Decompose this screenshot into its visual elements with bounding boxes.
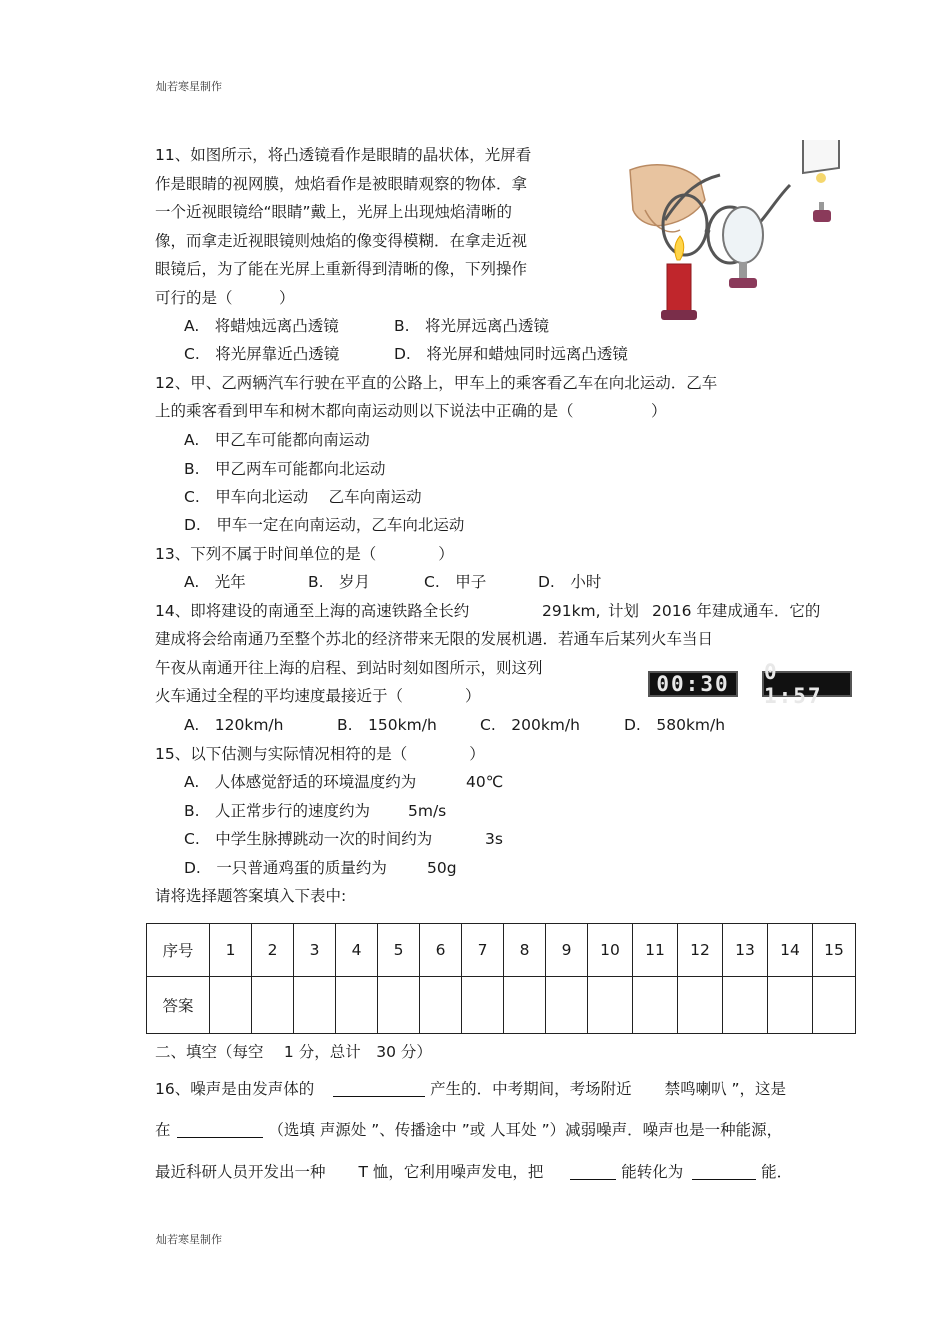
number-cell: 5 (378, 924, 420, 977)
q13-stem: 13、下列不属于时间单位的是（ ） (155, 545, 454, 563)
number-cell: 10 (588, 924, 633, 977)
arrival-clock: 0 1:57 (762, 671, 852, 697)
q16-line1 (155, 1075, 786, 1104)
q15-option-b: B. 人正常步行的速度约为 (184, 802, 371, 820)
q11-stem (155, 141, 531, 312)
answer-table (146, 923, 856, 1034)
table-instruction: 请将选择题答案填入下表中: (155, 887, 347, 905)
q15-option-d-value: 50g (427, 859, 457, 877)
q16-text: 产生的．中考期间，考场附近 (430, 1080, 632, 1098)
departure-clock: 00:30 (648, 671, 738, 697)
q13-option-b: B. 岁月 (308, 573, 371, 591)
answer-cell[interactable] (546, 977, 588, 1034)
number-cell: 3 (294, 924, 336, 977)
answer-cell[interactable] (252, 977, 294, 1034)
q16-text: 能转化为 (621, 1163, 684, 1181)
blank-field[interactable] (333, 1078, 425, 1097)
blank-field[interactable] (570, 1161, 616, 1180)
answer-cell[interactable] (294, 977, 336, 1034)
q11-option-b: B. 将光屏远离凸透镜 (394, 317, 550, 335)
q14-line2: 建成将会给南通乃至整个苏北的经济带来无限的发展机遇．若通车后某列火车当日 (155, 630, 714, 648)
answer-cell[interactable] (462, 977, 504, 1034)
q14-line1a: 14、即将建设的南通至上海的高速铁路全长约 (155, 602, 470, 620)
table-row-numbers (147, 924, 856, 977)
q14-option-a: A. 120km/h (184, 716, 284, 734)
q15-stem: 15、以下估测与实际情况相符的是（ ） (155, 745, 485, 763)
q16-text: 16、噪声是由发声体的 (155, 1080, 315, 1098)
number-cell: 13 (723, 924, 768, 977)
q15-option-d: D. 一只普通鸡蛋的质量约为 (184, 859, 387, 877)
q13-option-a: A. 光年 (184, 573, 246, 591)
q13-option-d: D. 小时 (538, 573, 602, 591)
q11-line: 可行的是（ ） (155, 288, 295, 307)
answer-cell[interactable] (813, 977, 856, 1034)
q14-line3: 午夜从南通开往上海的启程、到站时刻如图所示，则这列 (155, 659, 543, 677)
number-cell: 12 (678, 924, 723, 977)
answer-cell[interactable] (768, 977, 813, 1034)
number-cell: 2 (252, 924, 294, 977)
row-header-number: 序号 (147, 924, 210, 977)
q16-line2 (155, 1116, 782, 1145)
number-cell: 4 (336, 924, 378, 977)
q11-line: 像，而拿走近视眼镜则烛焰的像变得模糊．在拿走近视 (155, 231, 528, 250)
number-cell: 15 (813, 924, 856, 977)
q15-option-c-value: 3s (485, 830, 503, 848)
q11-line: 眼镜后，为了能在光屏上重新得到清晰的像，下列操作 (155, 260, 528, 278)
q14-line4: 火车通过全程的平均速度最接近于（ ） (155, 687, 481, 705)
q11-option-d: D. 将光屏和蜡烛同时远离凸透镜 (394, 345, 628, 363)
q11-line: 作是眼睛的视网膜，烛焰看作是被眼睛观察的物体．拿 (155, 174, 528, 193)
number-cell: 11 (633, 924, 678, 977)
number-cell: 6 (420, 924, 462, 977)
q15-option-a-value: 40℃ (466, 773, 504, 791)
header-watermark: 灿若寒星制作 (156, 80, 222, 93)
q11-line: 11、如图所示，将凸透镜看作是眼睛的晶状体，光屏看 (155, 146, 532, 164)
q14-line1d: 2016 年建成通车．它的 (652, 602, 821, 620)
q15-option-a: A. 人体感觉舒适的环境温度约为 (184, 773, 417, 791)
q11-option-c: C. 将光屏靠近凸透镜 (184, 345, 340, 363)
number-cell: 1 (210, 924, 252, 977)
q12-line1: 12、甲、乙两辆汽车行驶在平直的公路上，甲车上的乘客看乙车在向北运动．乙车 (155, 374, 718, 392)
blank-field[interactable] (692, 1161, 756, 1180)
q12-option-a: A. 甲乙车可能都向南运动 (184, 431, 370, 449)
footer-watermark: 灿若寒星制作 (156, 1233, 222, 1246)
answer-cell[interactable] (504, 977, 546, 1034)
q16-line3 (155, 1158, 792, 1187)
answer-cell[interactable] (678, 977, 723, 1034)
q16-text: 在 (155, 1121, 171, 1139)
number-cell: 14 (768, 924, 813, 977)
q14-option-c: C. 200km/h (480, 716, 580, 734)
answer-cell[interactable] (210, 977, 252, 1034)
section2-heading: 二、填空（每空 1 分，总计 30 分） (155, 1043, 432, 1061)
q12-option-b: B. 甲乙两车可能都向北运动 (184, 460, 386, 478)
q14-option-b: B. 150km/h (337, 716, 437, 734)
q14-option-d: D. 580km/h (624, 716, 726, 734)
q12-line2: 上的乘客看到甲车和树木都向南运动则以下说法中正确的是（ ） (155, 402, 667, 420)
q16-text: 能． (761, 1163, 793, 1181)
number-cell: 7 (462, 924, 504, 977)
answer-cell[interactable] (723, 977, 768, 1034)
q11-option-a: A. 将蜡烛远离凸透镜 (184, 317, 339, 335)
q16-text: 禁鸣喇叭 ”，这是 (664, 1080, 787, 1098)
q14-line1c: 计划 (608, 602, 640, 620)
answer-cell[interactable] (378, 977, 420, 1034)
answer-cell[interactable] (633, 977, 678, 1034)
answer-cell[interactable] (588, 977, 633, 1034)
answer-cell[interactable] (336, 977, 378, 1034)
q12-option-d: D. 甲车一定在向南运动，乙车向北运动 (184, 516, 465, 534)
q16-text: 最近科研人员开发出一种 (155, 1163, 326, 1181)
q16-text: （选填 声源处 ”、传播途中 ”或 人耳处 ”）减弱噪声．噪声也是一种能源， (268, 1121, 783, 1139)
q11-line: 一个近视眼镜给“眼睛”戴上，光屏上出现烛焰清晰的 (155, 203, 513, 221)
table-row-answers (147, 977, 856, 1034)
number-cell: 9 (546, 924, 588, 977)
blank-field[interactable] (177, 1119, 263, 1138)
q14-line1b: 291km, (542, 602, 601, 620)
q12-option-c: C. 甲车向北运动 乙车向南运动 (184, 488, 422, 506)
q15-option-b-value: 5m/s (408, 802, 447, 820)
row-header-answer: 答案 (147, 977, 210, 1034)
q16-text: T 恤，它利用噪声发电，把 (358, 1163, 544, 1181)
q13-option-c: C. 甲子 (424, 573, 487, 591)
answer-cell[interactable] (420, 977, 462, 1034)
number-cell: 8 (504, 924, 546, 977)
q15-option-c: C. 中学生脉搏跳动一次的时间约为 (184, 830, 433, 848)
lens-experiment-illustration (625, 140, 855, 325)
